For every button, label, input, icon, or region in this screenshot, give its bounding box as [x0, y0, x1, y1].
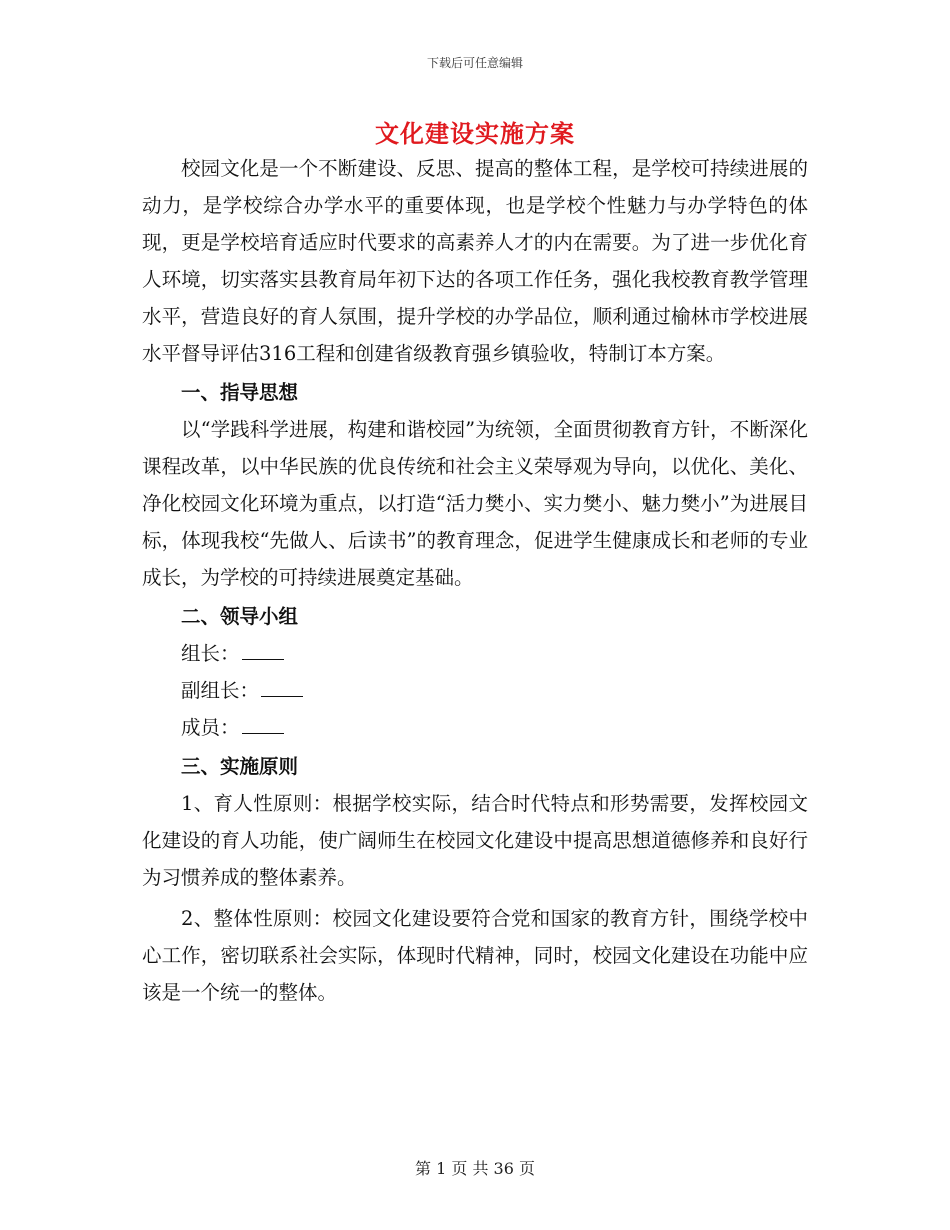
- page-footer: 第 1 页 共 36 页: [415, 1159, 535, 1178]
- member-leader-blank: [242, 639, 284, 660]
- section-heading-leadership-group: 二、领导小组: [181, 605, 299, 628]
- member-leader: [142, 635, 808, 672]
- member-members-blank: [242, 713, 284, 734]
- member-deputy-leader-blank: [261, 676, 303, 697]
- principle-item: 2、整体性原则：校园文化建设要符合党和国家的教育方针，围绕学校中心工作，密切联系社会实际，体现时代精神，同时，校园文化建设在功能中应该是一个统一的整体。: [142, 907, 808, 1004]
- document-title: 文化建设实施方案: [375, 119, 575, 148]
- member-deputy-leader: [142, 672, 808, 709]
- member-members: [142, 709, 808, 746]
- principle-item: 1、育人性原则：根据学校实际，结合时代特点和形势需要，发挥校园文化建设的育人功能，使广阔师生在校园文化建设中提高思想道德修养和良好行为习惯养成的整体素养。: [142, 792, 808, 889]
- section-heading-principles: 三、实施原则: [181, 755, 299, 778]
- document-body: [142, 150, 808, 1011]
- member-members-label: 成员：: [181, 716, 240, 739]
- header-note: 下载后可任意编辑: [426, 56, 523, 70]
- section-heading-guiding-ideology: 一、指导思想: [181, 381, 299, 404]
- member-leader-label: 组长：: [181, 642, 240, 665]
- intro-paragraph: 校园文化是一个不断建设、反思、提高的整体工程，是学校可持续进展的动力，是学校综合办学水平的重要体现，也是学校个性魅力与办学特色的体现，更是学校培育适应时代要求的高素养人才的内在需要。为了进一步优化育人环境，切实落实县教育局年初下达的各项工作任务，强化我校教育教学管理水平，营造良好的育人氛围，提升学校的办学品位，顺利通过榆林市学校进展水平督导评估316工程和创建省级教育强乡镇验收，特制订本方案。: [142, 157, 808, 365]
- guiding-ideology-paragraph: 以“学践科学进展，构建和谐校园”为统领，全面贯彻教育方针，不断深化课程改革，以中华民族的优良传统和社会主义荣辱观为导向，以优化、美化、净化校园文化环境为重点，以打造“活力樊小、实力樊小、魅力樊小”为进展目标，体现我校“先做人、后读书”的教育理念，促进学生健康成长和老师的专业成长，为学校的可持续进展奠定基础。: [142, 418, 808, 589]
- member-deputy-leader-label: 副组长：: [181, 679, 260, 702]
